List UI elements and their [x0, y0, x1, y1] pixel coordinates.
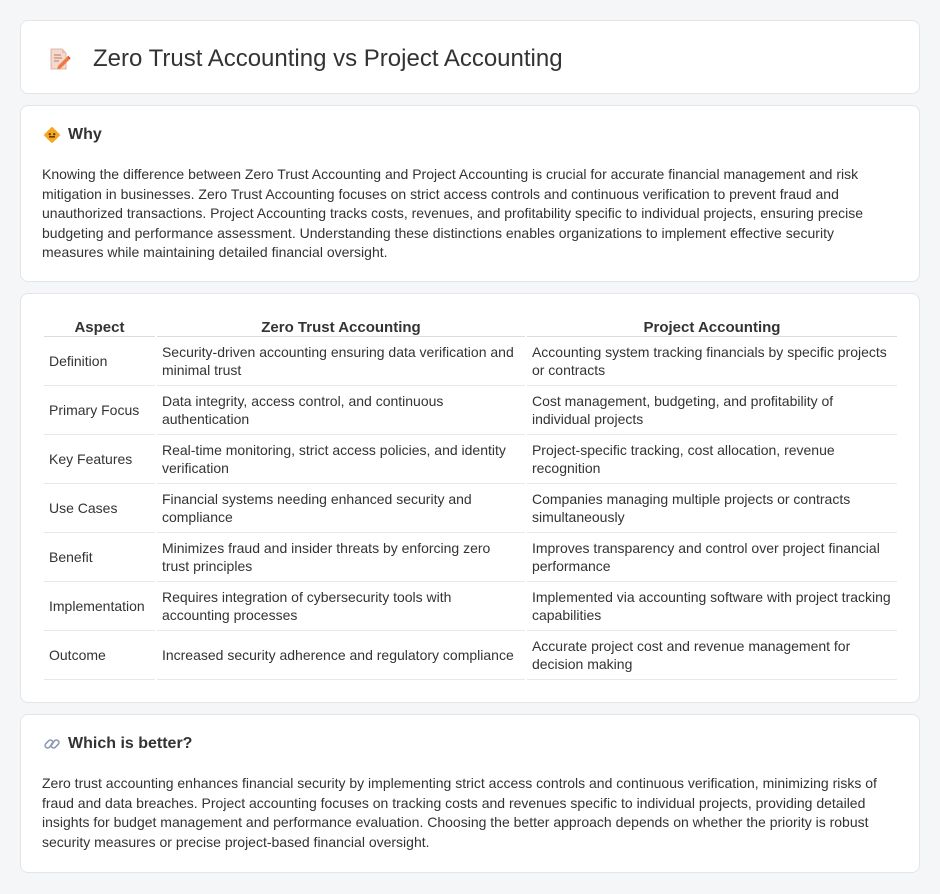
table-row [44, 435, 897, 484]
table-row [44, 337, 897, 386]
aspect-cell: Outcome [44, 631, 155, 680]
comparison-table [42, 315, 899, 680]
table-row [44, 631, 897, 680]
title-card [20, 20, 920, 94]
better-title: Which is better? [68, 735, 193, 752]
table-header-row [44, 315, 897, 337]
project-cell: Cost management, budgeting, and profitability of individual projects [527, 386, 897, 435]
project-cell: Project-specific tracking, cost allocation, revenue recognition [527, 435, 897, 484]
project-cell: Accounting system tracking financials by specific projects or contracts [527, 337, 897, 386]
title-row [47, 45, 563, 73]
aspect-cell: Primary Focus [44, 386, 155, 435]
project-cell: Accurate project cost and revenue management for decision making [527, 631, 897, 680]
table-row [44, 533, 897, 582]
project-cell: Implemented via accounting software with project tracking capabilities [527, 582, 897, 631]
table-row [44, 582, 897, 631]
zero-trust-cell: Minimizes fraud and insider threats by enforcing zero trust principles [157, 533, 525, 582]
link-icon [43, 735, 61, 753]
diamond-sign-icon [43, 126, 61, 144]
zero-trust-cell: Real-time monitoring, strict access policies, and identity verification [157, 435, 525, 484]
header-zero-trust: Zero Trust Accounting [157, 315, 525, 337]
zero-trust-cell: Increased security adherence and regulatory compliance [157, 631, 525, 680]
why-card [20, 105, 920, 282]
better-text: Zero trust accounting enhances financial security by implementing strict access controls and continuous verification, minimizing risks of fraud and data breaches. Project accounting focuses on tracking costs and revenues specific to individual projects, providing detailed insights for budget management and performance evaluation. Choosing the better approach depends on whether the priority is robust security measures or precise project-based financial oversight. [42, 775, 877, 850]
table-row [44, 386, 897, 435]
page-title: Zero Trust Accounting vs Project Accounting [93, 45, 563, 72]
aspect-cell: Definition [44, 337, 155, 386]
why-title: Why [68, 126, 102, 143]
table-row [44, 484, 897, 533]
project-cell: Companies managing multiple projects or contracts simultaneously [527, 484, 897, 533]
document-pencil-icon [47, 47, 71, 71]
zero-trust-cell: Financial systems needing enhanced security and compliance [157, 484, 525, 533]
aspect-cell: Key Features [44, 435, 155, 484]
better-heading [43, 735, 192, 753]
why-heading [43, 126, 102, 144]
aspect-cell: Implementation [44, 582, 155, 631]
aspect-cell: Benefit [44, 533, 155, 582]
zero-trust-cell: Data integrity, access control, and continuous authentication [157, 386, 525, 435]
zero-trust-cell: Security-driven accounting ensuring data verification and minimal trust [157, 337, 525, 386]
why-text: Knowing the difference between Zero Trust Accounting and Project Accounting is crucial for accurate financial management and risk mitigation in businesses. Zero Trust Accounting focuses on strict access controls and continuous verification to prevent fraud and unauthorized transactions. Project Accounting tracks costs, revenues, and profitability specific to individual projects, ensuring precise budgeting and performance assessment. Understanding these distinctions enables organizations to implement effective security measures while maintaining detailed financial oversight. [42, 166, 863, 260]
aspect-cell: Use Cases [44, 484, 155, 533]
header-project: Project Accounting [527, 315, 897, 337]
project-cell: Improves transparency and control over project financial performance [527, 533, 897, 582]
better-card [20, 714, 920, 873]
zero-trust-cell: Requires integration of cybersecurity tools with accounting processes [157, 582, 525, 631]
comparison-card [20, 293, 920, 703]
header-aspect: Aspect [44, 315, 155, 337]
